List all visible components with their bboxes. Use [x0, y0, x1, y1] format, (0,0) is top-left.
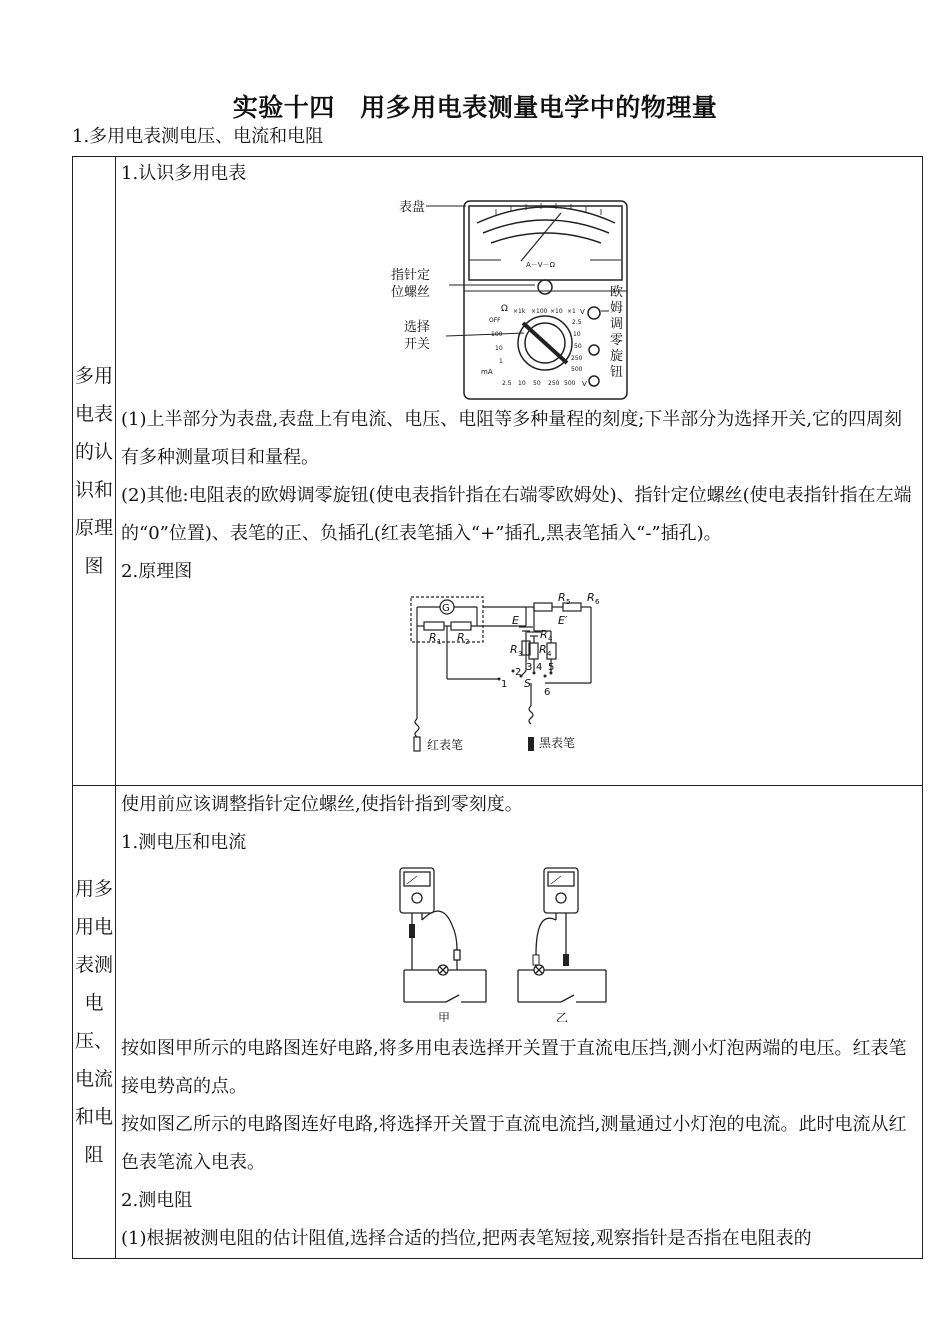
- row-label-line: 和电: [75, 1106, 114, 1128]
- label-r2-sub: 2: [465, 638, 470, 646]
- label-n6: 6: [544, 687, 551, 698]
- dial-r500: 500: [571, 366, 583, 373]
- dial-omega: Ω: [501, 304, 508, 314]
- paragraph: (1)上半部分为表盘,表盘上有电流、电压、电阻等多种量程的刻度;下半部分为选择开关,它的四周刻有多种测量项目和量程。: [121, 409, 903, 468]
- label-n4: 4: [536, 662, 543, 673]
- dial-x1k: ×1k: [513, 308, 526, 315]
- label-jia: 甲: [438, 1011, 451, 1022]
- label-r4b: R: [539, 643, 547, 656]
- subheading: 1.认识多用电表: [121, 163, 247, 184]
- dial-l10: 10: [495, 345, 503, 352]
- dial-off: OFF: [489, 317, 501, 324]
- dial-x100: ×100: [531, 308, 548, 315]
- label-zhizhen-1: 指针定: [391, 268, 431, 283]
- row-label-line: 多用: [75, 365, 114, 387]
- dial-r25: 2.5: [572, 319, 582, 326]
- row-label-cell: [73, 786, 116, 1259]
- label-s: S: [524, 677, 531, 690]
- subheading: 2.测电阻: [121, 1190, 193, 1211]
- label-r5: R: [558, 591, 566, 604]
- dial-bv: V: [582, 380, 587, 388]
- row-label-line: 识和: [75, 479, 114, 501]
- paragraph: (1)根据被测电阻的估计阻值,选择合适的挡位,把两表笔短接,观察指针是否指在电阻表的: [121, 1228, 812, 1249]
- label-oumu-5: 旋: [610, 349, 624, 364]
- paragraph: 使用前应该调整指针定位螺丝,使指针指到零刻度。: [121, 794, 523, 815]
- row-label-line: 用多: [75, 878, 114, 900]
- label-r1-sub: 1: [437, 638, 442, 646]
- scale-text: A－V－Ω: [526, 261, 555, 269]
- dial-r50: 50: [574, 343, 582, 350]
- voltage-current-figure: [121, 862, 916, 1022]
- label-r5-sub: 5: [566, 598, 571, 606]
- row-label-line: 阻: [84, 1144, 104, 1166]
- label-r2: R: [457, 631, 465, 644]
- row-content-cell: [116, 157, 923, 786]
- row-label-line: 表测: [75, 954, 114, 976]
- label-oumu-6: 钮: [610, 365, 624, 380]
- label-xuanze-2: 开关: [404, 337, 431, 352]
- row-label-line: 的认: [75, 441, 114, 463]
- circuit-figure: [121, 591, 916, 767]
- label-xuanze-1: 选择: [404, 320, 431, 335]
- content-table: [72, 156, 923, 1259]
- label-r1: R: [429, 631, 437, 644]
- label-n2: 2: [515, 667, 522, 678]
- table-row: [73, 786, 923, 1259]
- label-black-probe: 黑表笔: [539, 736, 576, 750]
- label-e: E: [512, 614, 519, 627]
- subheading: 2.原理图: [121, 561, 193, 582]
- label-oumu-2: 姆: [610, 301, 624, 316]
- label-oumu-3: 调: [610, 317, 624, 332]
- dial-b250: 250: [548, 380, 560, 387]
- table-row: [73, 157, 923, 786]
- label-r4: R: [540, 628, 548, 641]
- label-g: G: [442, 603, 450, 614]
- row-label-line: 电: [84, 992, 104, 1014]
- dial-r250: 250: [571, 355, 583, 362]
- paragraph: (2)其他:电阻表的欧姆调零旋钮(使电表指针指在右端零欧姆处)、指针定位螺丝(使电表指针指在左端的“0”位置)、表笔的正、负插孔(红表笔插入“+”插孔,黑表笔插入“-”插孔)。: [121, 485, 912, 544]
- label-zhizhen-2: 位螺丝: [391, 285, 431, 300]
- row-label-line: 压、: [75, 1030, 114, 1052]
- label-r4-sub: 4: [548, 635, 553, 643]
- row-label-line: 图: [84, 555, 104, 577]
- label-n1: 1: [501, 679, 508, 690]
- label-oumu-4: 零: [610, 333, 624, 348]
- dial-top-v: V: [580, 308, 585, 316]
- dial-b10: 10: [518, 380, 526, 387]
- dial-l100: 100: [491, 331, 503, 338]
- label-r6: R: [587, 591, 595, 604]
- label-oumu-1: 欧: [610, 285, 624, 300]
- multimeter-figure: [121, 193, 916, 401]
- label-r4b-sub: 4: [547, 650, 552, 658]
- row-content-cell: [116, 786, 923, 1259]
- dial-ma: mA: [481, 368, 493, 376]
- row-label-cell: [73, 157, 116, 786]
- row-label-line: 用电: [75, 916, 114, 938]
- paragraph: 按如图甲所示的电路图连好电路,将多用电表选择开关置于直流电压挡,测小灯泡两端的电压。红表笔接电势高的点。: [121, 1038, 907, 1097]
- label-yi: 乙: [556, 1011, 569, 1022]
- section-heading: 1.多用电表测电压、电流和电阻: [72, 126, 324, 147]
- label-r3-sub: 3: [518, 650, 523, 658]
- dial-l1: 1: [499, 358, 503, 365]
- dial-x10: ×10: [550, 308, 563, 315]
- label-n5: 5: [548, 662, 555, 673]
- dial-r10: 10: [573, 331, 581, 338]
- measurement-diagram: [121, 862, 916, 1022]
- dial-b25: 2.5: [502, 380, 512, 387]
- row-label-line: 原理: [75, 517, 114, 539]
- dial-b500: 500: [564, 380, 576, 387]
- subheading: 1.测电压和电流: [121, 832, 247, 853]
- label-red-probe: 红表笔: [427, 738, 464, 752]
- dial-b50: 50: [533, 380, 541, 387]
- label-n3: 3: [526, 662, 533, 673]
- label-r6-sub: 6: [595, 598, 600, 606]
- paragraph: 按如图乙所示的电路图连好电路,将选择开关置于直流电流挡,测量通过小灯泡的电流。此时电流从红色表笔流入电表。: [121, 1114, 907, 1173]
- row-label-line: 电流: [75, 1068, 114, 1090]
- label-r3: R: [510, 643, 518, 656]
- label-ep: E′: [558, 614, 568, 627]
- label-biaopan: 表盘: [399, 200, 426, 215]
- row-label-line: 电表: [75, 403, 114, 425]
- page-title: 实验十四 用多用电表测量电学中的物理量: [232, 93, 718, 122]
- multimeter-diagram: [121, 193, 916, 401]
- dial-x1: ×1: [567, 308, 576, 315]
- circuit-diagram: [121, 591, 916, 767]
